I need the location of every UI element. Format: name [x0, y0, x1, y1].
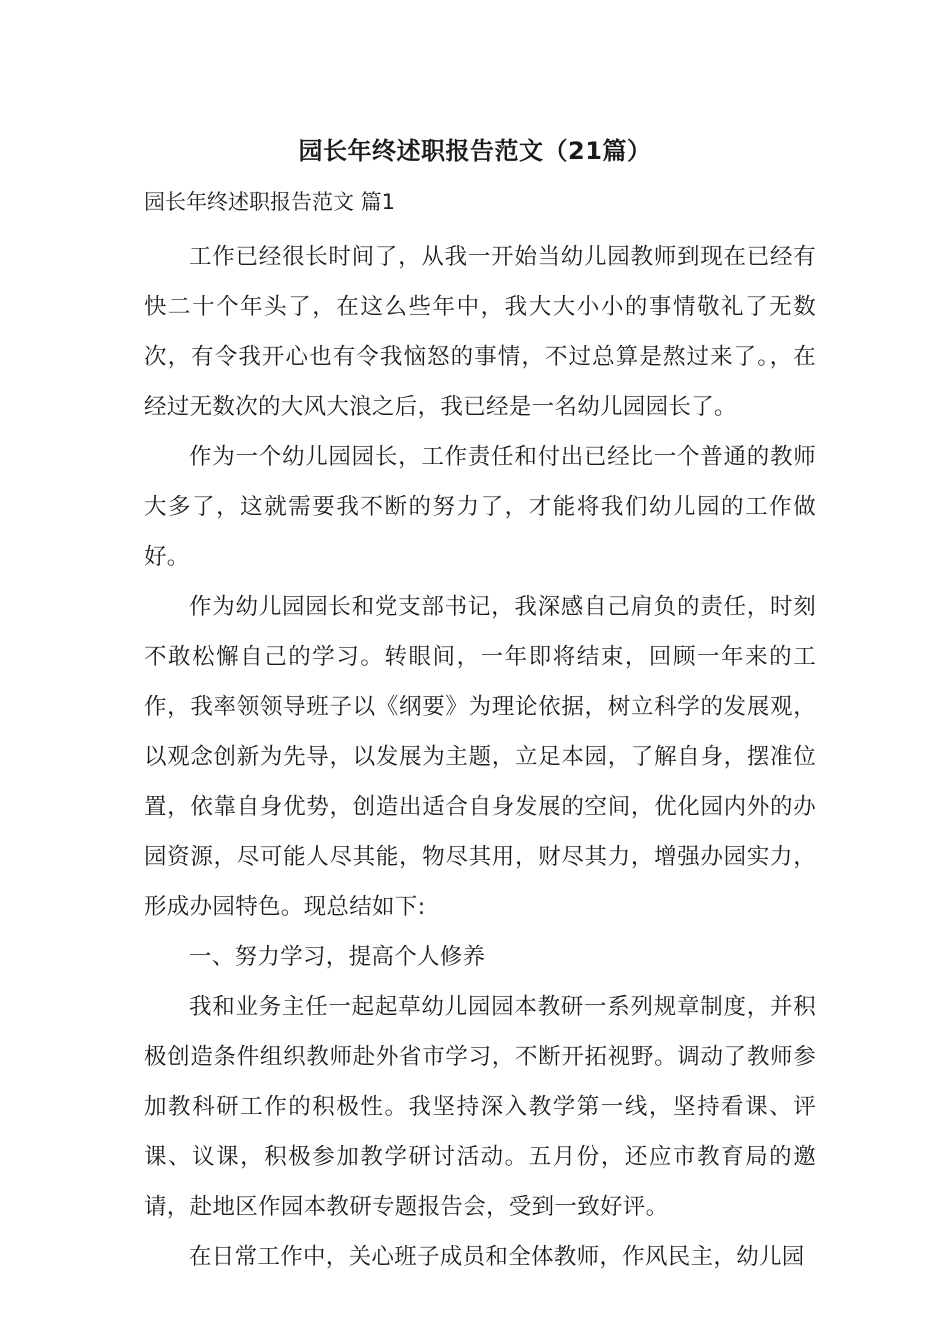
paragraph: 我和业务主任一起起草幼儿园园本教研一系列规章制度，并积极创造条件组织教师赴外省市学习，不断开拓视野。调动了教师参加教科研工作的积极性。我坚持深入教学第一线，坚持看课、评课、议课，积极参加教学研讨活动。五月份，还应市教育局的邀请，赴地区作园本教研专题报告会，受到一致好评。 — [144, 994, 816, 1220]
document-title: 园长年终述职报告范文（21篇） — [298, 137, 652, 165]
section-heading: 园长年终述职报告范文 篇1 — [144, 190, 396, 214]
paragraph: 在日常工作中，关心班子成员和全体教师，作风民主，幼儿园 — [189, 1244, 805, 1270]
section-subheading: 一、努力学习，提高个人修养 — [189, 944, 486, 970]
document-body — [144, 232, 816, 1282]
paragraph: 作为一个幼儿园园长，工作责任和付出已经比一个普通的教师大多了，这就需要我不断的努力了，才能将我们幼儿园的工作做好。 — [144, 444, 816, 570]
paragraph: 工作已经很长时间了，从我一开始当幼儿园教师到现在已经有快二十个年头了，在这么些年中，我大大小小的事情敬礼了无数次，有令我开心也有令我恼怒的事情，不过总算是熬过来了。，在经过无数次的大风大浪之后，我已经是一名幼儿园园长了。 — [144, 244, 816, 420]
paragraph: 作为幼儿园园长和党支部书记，我深感自己肩负的责任，时刻不敢松懈自己的学习。转眼间，一年即将结束，回顾一年来的工作，我率领领导班子以《纲要》为理论依据，树立科学的发展观，以观念创新为先导，以发展为主题，立足本园，了解自身，摆准位置，依靠自身优势，创造出适合自身发展的空间，优化园内外的办园资源，尽可能人尽其能，物尽其用，财尽其力，增强办园实力，形成办园特色。现总结如下: — [144, 594, 816, 920]
